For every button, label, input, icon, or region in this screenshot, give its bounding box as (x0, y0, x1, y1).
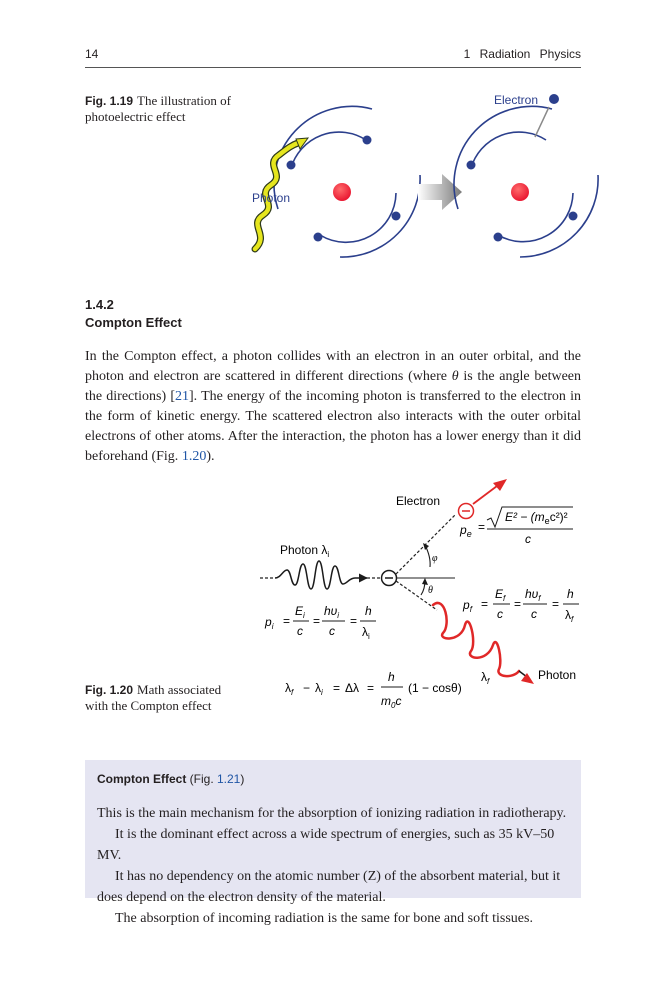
box-line-1: This is the main mechanism for the absorption of ionizing radiation in radiotherapy. (97, 806, 567, 821)
box-line-2: It is the dominant effect across a wide spectrum of energies, such as 35 kV–50 MV. (97, 827, 555, 863)
figure-ref-link[interactable]: 1.20 (181, 449, 207, 464)
svg-text:h: h (365, 604, 372, 618)
compton-shift-formula (285, 670, 462, 710)
svg-text:Ei: $E_i$ (295, 604, 305, 620)
inner-orbit-top (471, 132, 546, 168)
svg-text:λi: $\lambda_i$ (362, 625, 370, 641)
phi-label: φ (432, 553, 438, 564)
photon-in-label: Photon $\lambda_i$ (280, 543, 330, 559)
body-paragraph (85, 347, 581, 467)
caption-text: Math associated with the Compton effect (85, 682, 222, 713)
para-text-4: ). (206, 449, 215, 464)
electron-label: Electron (396, 494, 441, 508)
box-line-4: The absorption of incoming radiation is the same for bone and soft tissues. (115, 911, 533, 926)
ejected-electron (549, 94, 559, 104)
theta-symbol: θ (451, 369, 459, 384)
box-figure-ref-link[interactable]: 1.21 (217, 772, 241, 786)
svg-text:(1 − cosθ): (1 − cosθ) (408, 681, 462, 695)
cite-bracket-close: ] (188, 389, 194, 404)
box-body (97, 803, 574, 929)
pe-eq: = (478, 520, 486, 534)
pe-lhs: $p_e$ (460, 523, 472, 539)
svg-text:=: = (514, 597, 522, 611)
pe-denominator: c (525, 532, 531, 546)
lambda-f-label: $\lambda_f$ (481, 670, 490, 686)
inner-orbit-bottom (498, 193, 573, 242)
header-rule (85, 67, 581, 68)
svg-text:=: = (350, 614, 358, 628)
para-text-3: . The energy of the incoming photon is transferred to the electron in the form of kinetic energy. The scattered electron also interacts with the outer orbital electrons of other atoms. After the interaction, the photon has a lower energy than it did beforehand (Fig. (85, 389, 581, 464)
pf-formula (462, 587, 579, 624)
box-line-3: It has no dependency on the atomic number (Z) of the absorbent material, but it does depend on the electron density of the material. (97, 869, 561, 905)
nucleus-left (333, 183, 351, 201)
atom-right (454, 106, 598, 257)
svg-text:=: = (552, 597, 560, 611)
electrons-right (467, 161, 578, 242)
svg-text:Ef: $E_f$ (495, 587, 506, 603)
inner-orbit-top (291, 132, 366, 168)
svg-text:hυi: $h\upsilon_i$ (324, 604, 340, 620)
outer-orbit-bottom (340, 175, 420, 257)
scattered-photon-wave (433, 603, 519, 676)
para-text-1: In the Compton effect, a photon collides with an electron in an outer orbital, and the photon and electron are scattered in different directions (where (85, 349, 581, 384)
svg-text:−: − (303, 681, 311, 695)
photon-out-label: Photon (538, 668, 577, 682)
svg-text:pf: $p_f$ (463, 598, 472, 614)
box-title-text: Compton Effect (97, 772, 187, 786)
fig-1-20-caption (85, 682, 245, 714)
photon-label: Photon (252, 191, 291, 205)
compton-effect-box (85, 760, 581, 926)
svg-text:c: c (297, 624, 303, 638)
compton-figure (255, 475, 585, 745)
svg-text:m0c: $m_0c$ (381, 694, 402, 710)
pe-numerator: $E^2 - (m_ec^2)^2$ (505, 510, 568, 526)
photoelectric-figure (230, 85, 585, 265)
incoming-wave (275, 561, 355, 589)
para-text-2: is the angle between the directions) (85, 369, 582, 404)
svg-text:c: c (531, 607, 537, 621)
outer-orbit-top (454, 106, 552, 209)
atom-left (274, 106, 420, 257)
svg-text:λf: $\lambda_f$ (285, 681, 294, 697)
citation-link[interactable]: 21 (174, 389, 189, 404)
svg-text:=: = (313, 614, 321, 628)
caption-label: Fig. 1.19 (85, 94, 134, 108)
cite-bracket-open: [ (170, 389, 175, 404)
box-title (97, 772, 244, 786)
svg-text:=: = (333, 681, 341, 695)
theta-label: θ (428, 585, 433, 596)
box-title-ref-open: (Fig. (186, 772, 217, 786)
svg-text:h: h (567, 587, 574, 601)
svg-text:λi: $\lambda_i$ (315, 681, 323, 697)
transition-arrow (418, 174, 462, 210)
svg-text:c: c (329, 624, 335, 638)
inner-orbit-bottom (320, 193, 396, 242)
outer-orbit-bottom (520, 175, 598, 257)
electron-arrowhead (493, 479, 507, 491)
svg-text:pi: $p_i$ (265, 615, 274, 631)
caption-label: Fig. 1.20 (85, 683, 134, 697)
page-number: 14 (85, 47, 99, 61)
svg-text:hυf: $h\upsilon_f$ (525, 587, 541, 603)
svg-text:λf: $\lambda_f$ (565, 608, 574, 624)
fig-1-19-caption (85, 93, 245, 125)
svg-text:=: = (367, 681, 375, 695)
svg-text:=: = (481, 597, 489, 611)
ejection-line (535, 107, 549, 137)
svg-text:h: h (388, 670, 395, 684)
section-number: 1.4.2 (85, 297, 114, 312)
section-title: Compton Effect (85, 315, 182, 330)
svg-text:c: c (497, 607, 503, 621)
pi-formula (264, 604, 376, 641)
box-title-ref-close: ) (240, 772, 245, 786)
svg-text:=: = (283, 614, 291, 628)
svg-text:Δλ: Δλ (345, 681, 360, 695)
caption-text: The illustration of photoelectric effect (85, 93, 231, 124)
electron-label: Electron (494, 93, 539, 107)
nucleus-right (511, 183, 529, 201)
running-header: 1 Radiation Physics (463, 47, 581, 61)
